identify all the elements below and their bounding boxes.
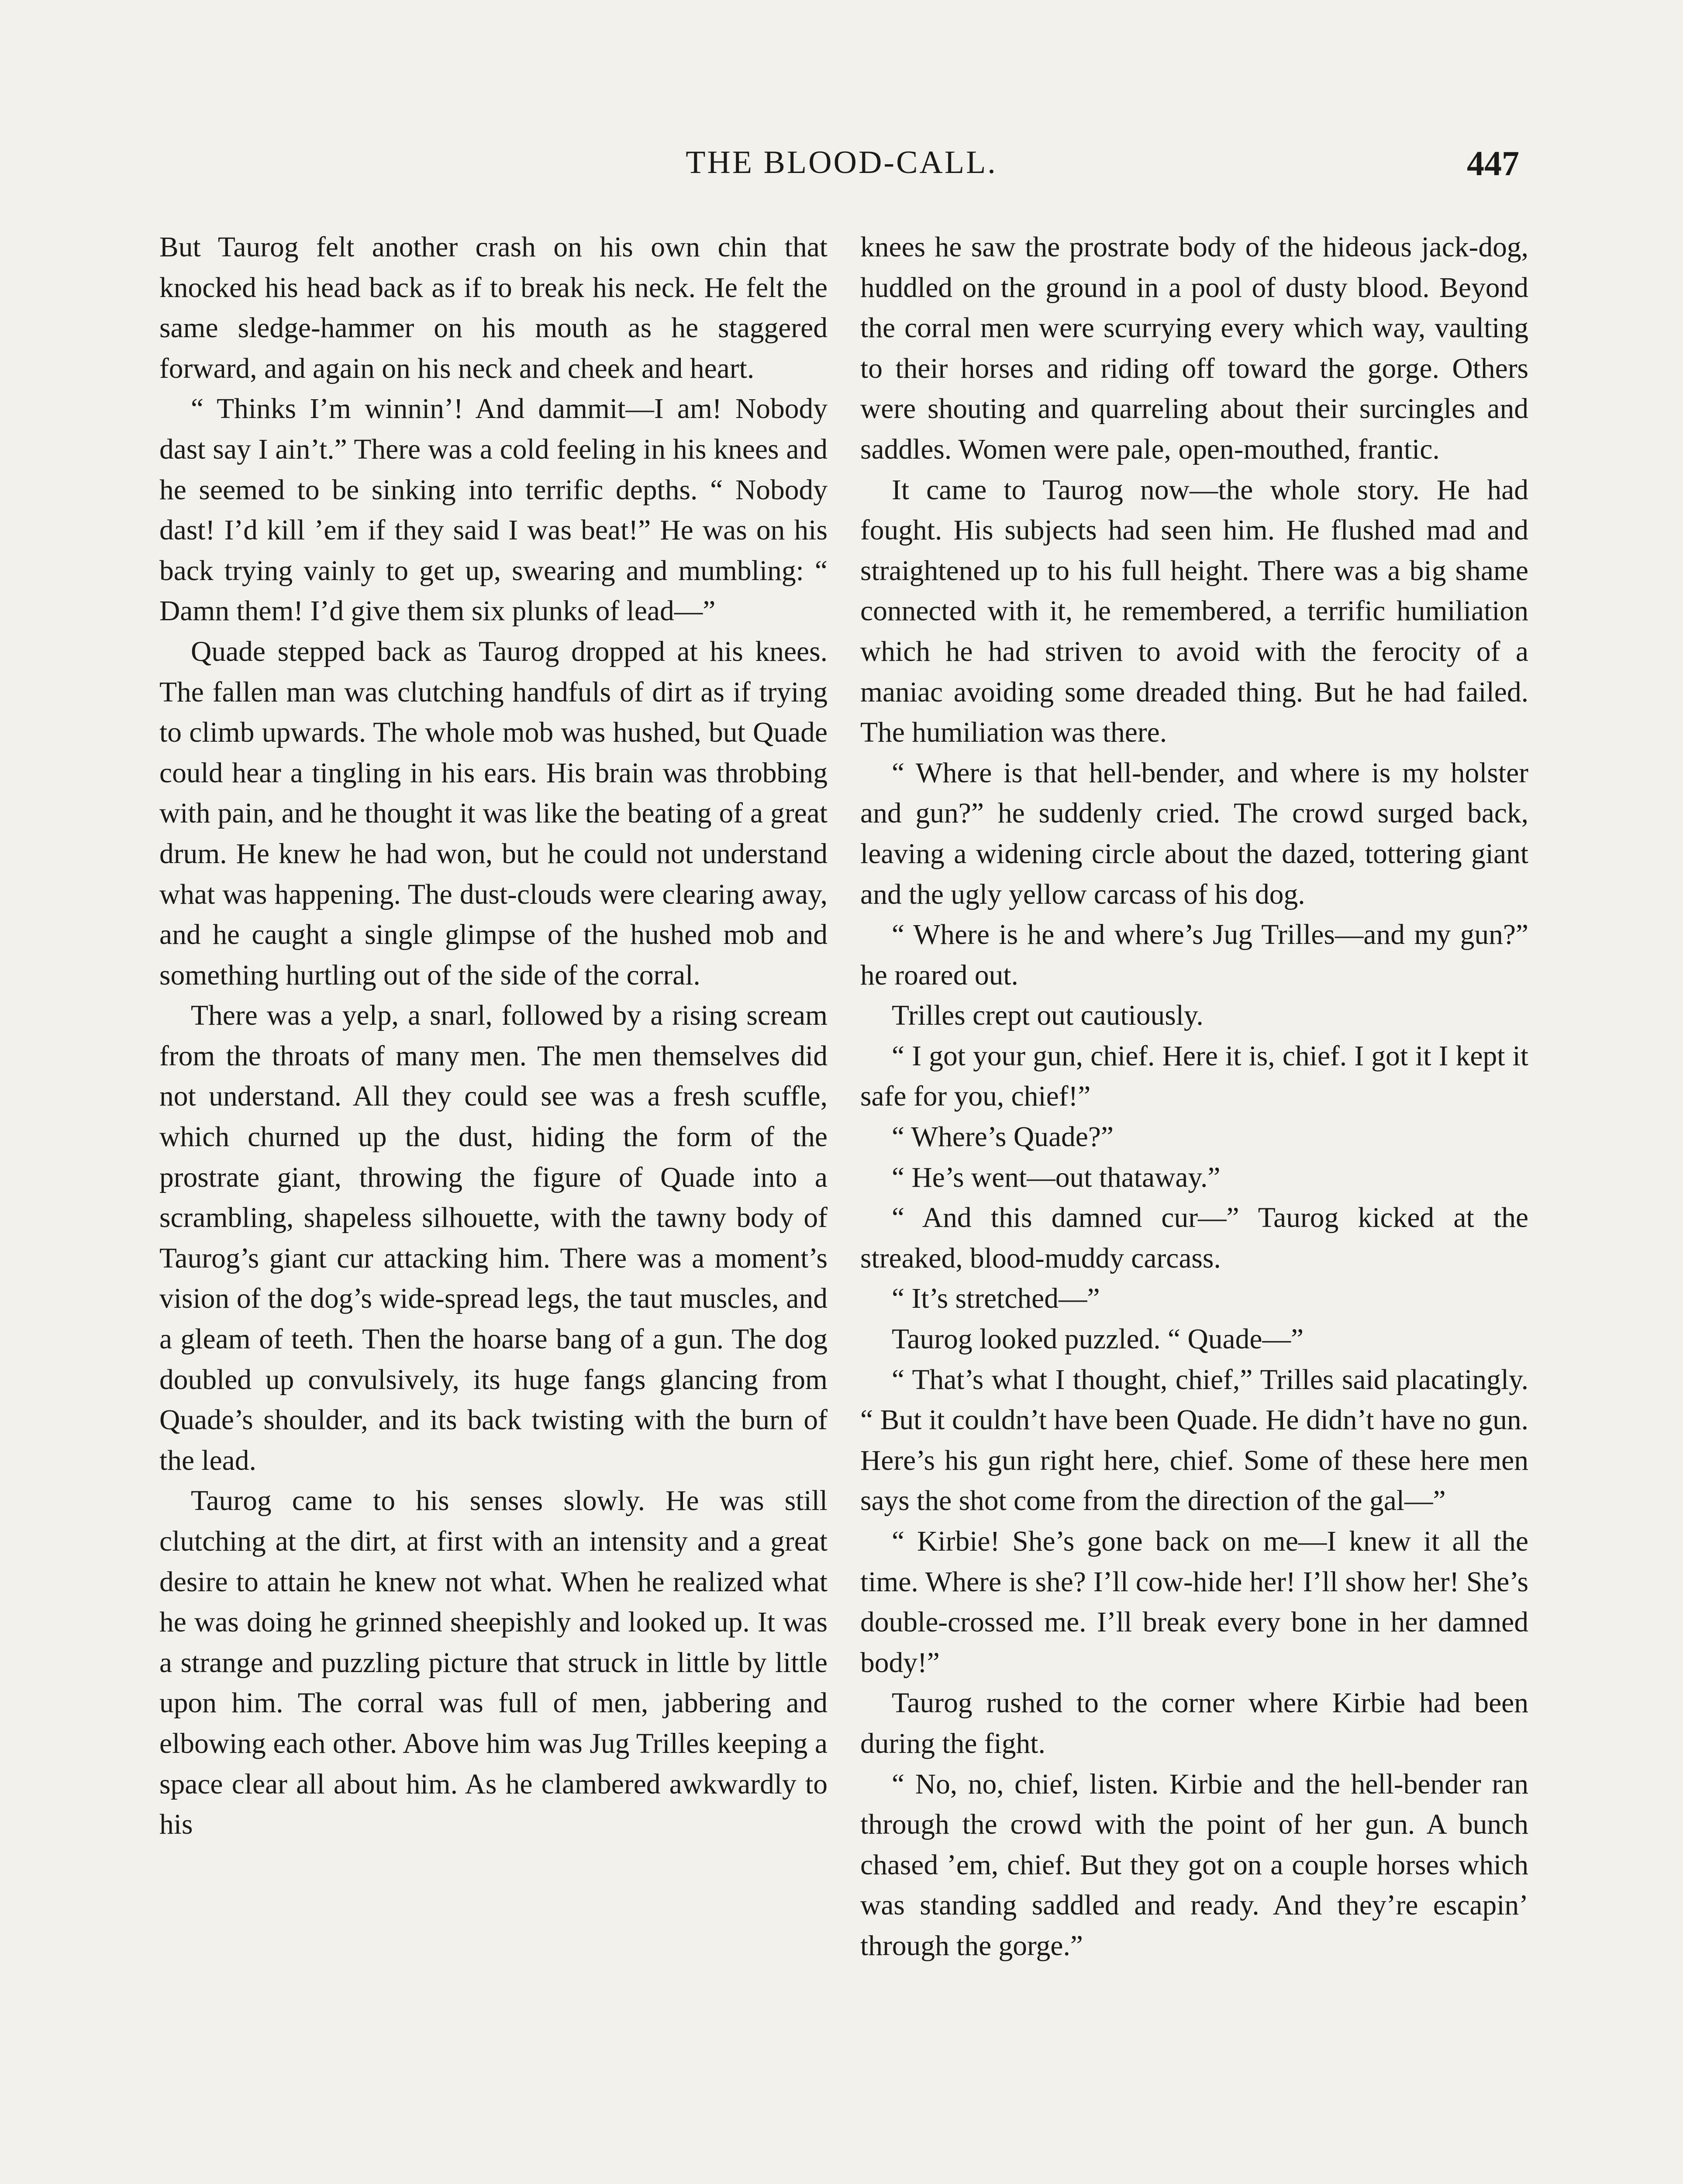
paragraph: “ Where is that hell-bender, and where is my holster and gun?” he suddenly cried. The crowd surged back, leaving a widening circle about the dazed, tottering giant and the ugly yellow carcass of his dog. — [860, 757, 1528, 910]
left-column — [159, 227, 828, 1845]
right-column — [860, 227, 1528, 1966]
paragraph: “ No, no, chief, listen. Kirbie and the hell-bender ran through the crowd with the point of her gun. A bunch chased ’em, chief. But they got on a couple horses which was standing saddled and ready. And they’re escapin’ through the gorge.” — [860, 1768, 1528, 1962]
paragraph: “ Where is he and where’s Jug Trilles—and my gun?” he roared out. — [860, 919, 1528, 991]
paragraph: Taurog rushed to the corner where Kirbie had been during the fight. — [860, 1687, 1528, 1759]
paragraph: knees he saw the prostrate body of the hideous jack-dog, huddled on the ground in a pool of dusty blood. Beyond the corral men were scurrying every which way, vaulting to their horses and riding off toward the gorge. Others were shouting and quarreling about their surcingles and saddles. Women were pale, open-mouthed, frantic. — [860, 232, 1528, 465]
paragraph: Taurog came to his senses slowly. He was still clutching at the dirt, at first with an intensity and a great desire to attain he knew not what. When he realized what he was doing he grinned sheepishly and looked up. It was a strange and puzzling picture that struck in little by little upon him. The corral was full of men, jabbering and elbowing each other. Above him was Jug Trilles keeping a space clear all about him. As he clambered awkwardly to his — [159, 1485, 828, 1841]
paragraph: “ He’s went—out thataway.” — [892, 1161, 1221, 1193]
paragraph: “ Where’s Quade?” — [892, 1121, 1114, 1153]
paragraph: “ I got your gun, chief. Here it is, chief. I got it I kept it safe for you, chief!” — [860, 1040, 1528, 1113]
paragraph: But Taurog felt another crash on his own chin that knocked his head back as if to break his neck. He felt the same sledge-hammer on his mouth as he staggered forward, and again on his neck and cheek and heart. — [159, 232, 828, 384]
paragraph: Trilles crept out cautiously. — [892, 1000, 1204, 1032]
paragraph: Quade stepped back as Taurog dropped at his knees. The fallen man was clutching handfuls of dirt as if trying to climb upwards. The whole mob was hushed, but Quade could hear a tingling in his ears. His brain was throbbing with pain, and he thought it was like the beating of a great drum. He knew he had won, but he could not understand what was happening. The dust-clouds were clearing away, and he caught a single glimpse of the hushed mob and something hurtling out of the side of the corral. — [159, 636, 828, 991]
paragraph: There was a yelp, a snarl, followed by a rising scream from the throats of many men. The men themselves did not understand. All they could see was a fresh scuffle, which churned up the dust, hiding the form of the prostrate giant, throwing the figure of Quade into a scrambling, shapeless silhouette, with the tawny body of Taurog’s giant cur attacking him. There was a moment’s vision of the dog’s wide-spread legs, the taut muscles, and a gleam of teeth. Then the hoarse bang of a gun. The dog doubled up convulsively, its huge fangs glancing from Quade’s shoulder, and its back twisting with the burn of the lead. — [159, 1000, 828, 1476]
paragraph: “ Thinks I’m winnin’! And dammit—I am! Nobody dast say I ain’t.” There was a cold feeling in his knees and he seemed to be sinking into terrific depths. “ Nobody dast! I’d kill ’em if they said I was beat!” He was on his back trying vainly to get up, swearing and mumbling: “ Damn them! I’d give them six plunks of lead—” — [159, 393, 828, 627]
paragraph: “ That’s what I thought, chief,” Trilles said placatingly. “ But it couldn’t have been Quade. He didn’t have no gun. Here’s his gun right here, chief. Some of these here men says the shot come from the direction of the gal—” — [860, 1364, 1528, 1517]
page-number: 447 — [1467, 145, 1519, 183]
paragraph: It came to Taurog now—the whole story. He had fought. His subjects had seen him. He flushed mad and straightened up to his full height. There was a big shame connected with it, he remembered, a terrific humiliation which he had striven to avoid with the ferocity of a maniac avoiding some dreaded thing. But he had failed. The humiliation was there. — [860, 474, 1528, 749]
paragraph: Taurog looked puzzled. “ Quade—” — [892, 1324, 1304, 1355]
page-header — [0, 144, 1683, 197]
paragraph: “ It’s stretched—” — [892, 1283, 1100, 1315]
paragraph: “ And this damned cur—” Taurog kicked at the streaked, blood-muddy carcass. — [860, 1202, 1528, 1274]
running-title: THE BLOOD-CALL. — [686, 145, 997, 180]
paragraph: “ Kirbie! She’s gone back on me—I knew it all the time. Where is she? I’ll cow-hide her! I’ll show her! She’s double-crossed me. I’ll break every bone in her damned body!” — [860, 1526, 1528, 1679]
